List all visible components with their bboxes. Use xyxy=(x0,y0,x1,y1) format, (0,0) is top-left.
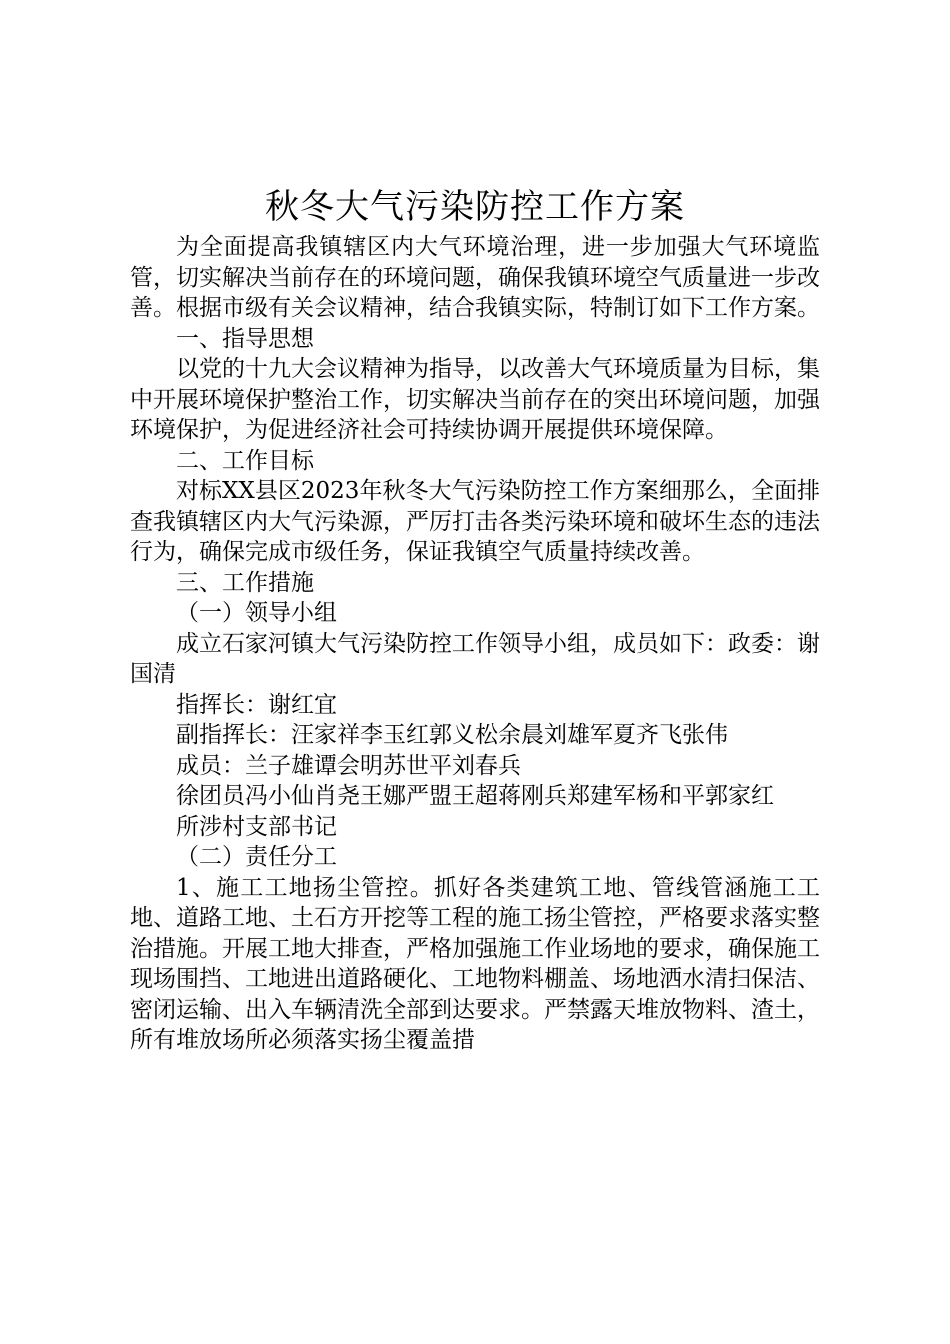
section-heading-work-measures: 三、工作措施 xyxy=(176,569,314,596)
deputy-commanders-line: 副指挥长：汪家祥李玉红郭义松余晨刘雄军夏齐飞张伟 xyxy=(176,722,728,748)
commander-line: 指挥长：谢红宜 xyxy=(176,691,337,718)
section-heading-guiding-ideology: 一、指导思想 xyxy=(176,325,314,352)
document-body xyxy=(130,232,820,1056)
construction-dust-paragraph: 1、施工工地扬尘管控。抓好各类建筑工地、管线管涵施工工地、道路工地、土石方开挖等工程的施工扬尘管控，严格要求落实整治措施。开展工地大排查，严格加强施工作业场地的要求，确保施工现场围挡、工地进出道路硬化、工地物料棚盖、场地洒水清扫保洁、密闭运输、出入车辆清洗全部到达要求。严禁露天堆放物料、渣土，所有堆放场所必须落实扬尘覆盖措 xyxy=(130,874,820,1053)
guiding-ideology-paragraph: 以党的十九大会议精神为指导，以改善大气环境质量为目标，集中开展环境保护整治工作，切实解决当前存在的突出环境问题，加强环境保护，为促进经济社会可持续协调开展提供环境保障。 xyxy=(130,356,820,443)
intro-paragraph: 为全面提高我镇辖区内大气环境治理，进一步加强大气环境监管，切实解决当前存在的环境问题，确保我镇环境空气质量进一步改善。根据市级有关会议精神，结合我镇实际，特制订如下工作方案。 xyxy=(130,234,820,321)
work-goals-paragraph: 对标XX县区2023年秋冬大气污染防控工作方案细那么，全面排查我镇辖区内大气污染源，严厉打击各类污染环境和破坏生态的违法行为，确保完成市级任务，保证我镇空气质量持续改善。 xyxy=(130,478,820,565)
leadership-group-paragraph: 成立石家河镇大气污染防控工作领导小组，成员如下：政委：谢国清 xyxy=(130,630,820,687)
members-continued-line: 徐团员冯小仙肖尧王娜严盟王超蒋刚兵郑建军杨和平郭家红 xyxy=(176,783,774,809)
subsection-heading-responsibilities: （二）责任分工 xyxy=(176,844,337,870)
members-line: 成员：兰子雄谭会明苏世平刘春兵 xyxy=(176,752,521,779)
subsection-heading-leadership-group: （一）领导小组 xyxy=(176,600,337,626)
section-heading-work-goals: 二、工作目标 xyxy=(176,447,314,474)
village-secretaries-line: 所涉村支部书记 xyxy=(176,813,337,840)
document-title: 秋冬大气污染防控工作方案 xyxy=(265,187,685,227)
